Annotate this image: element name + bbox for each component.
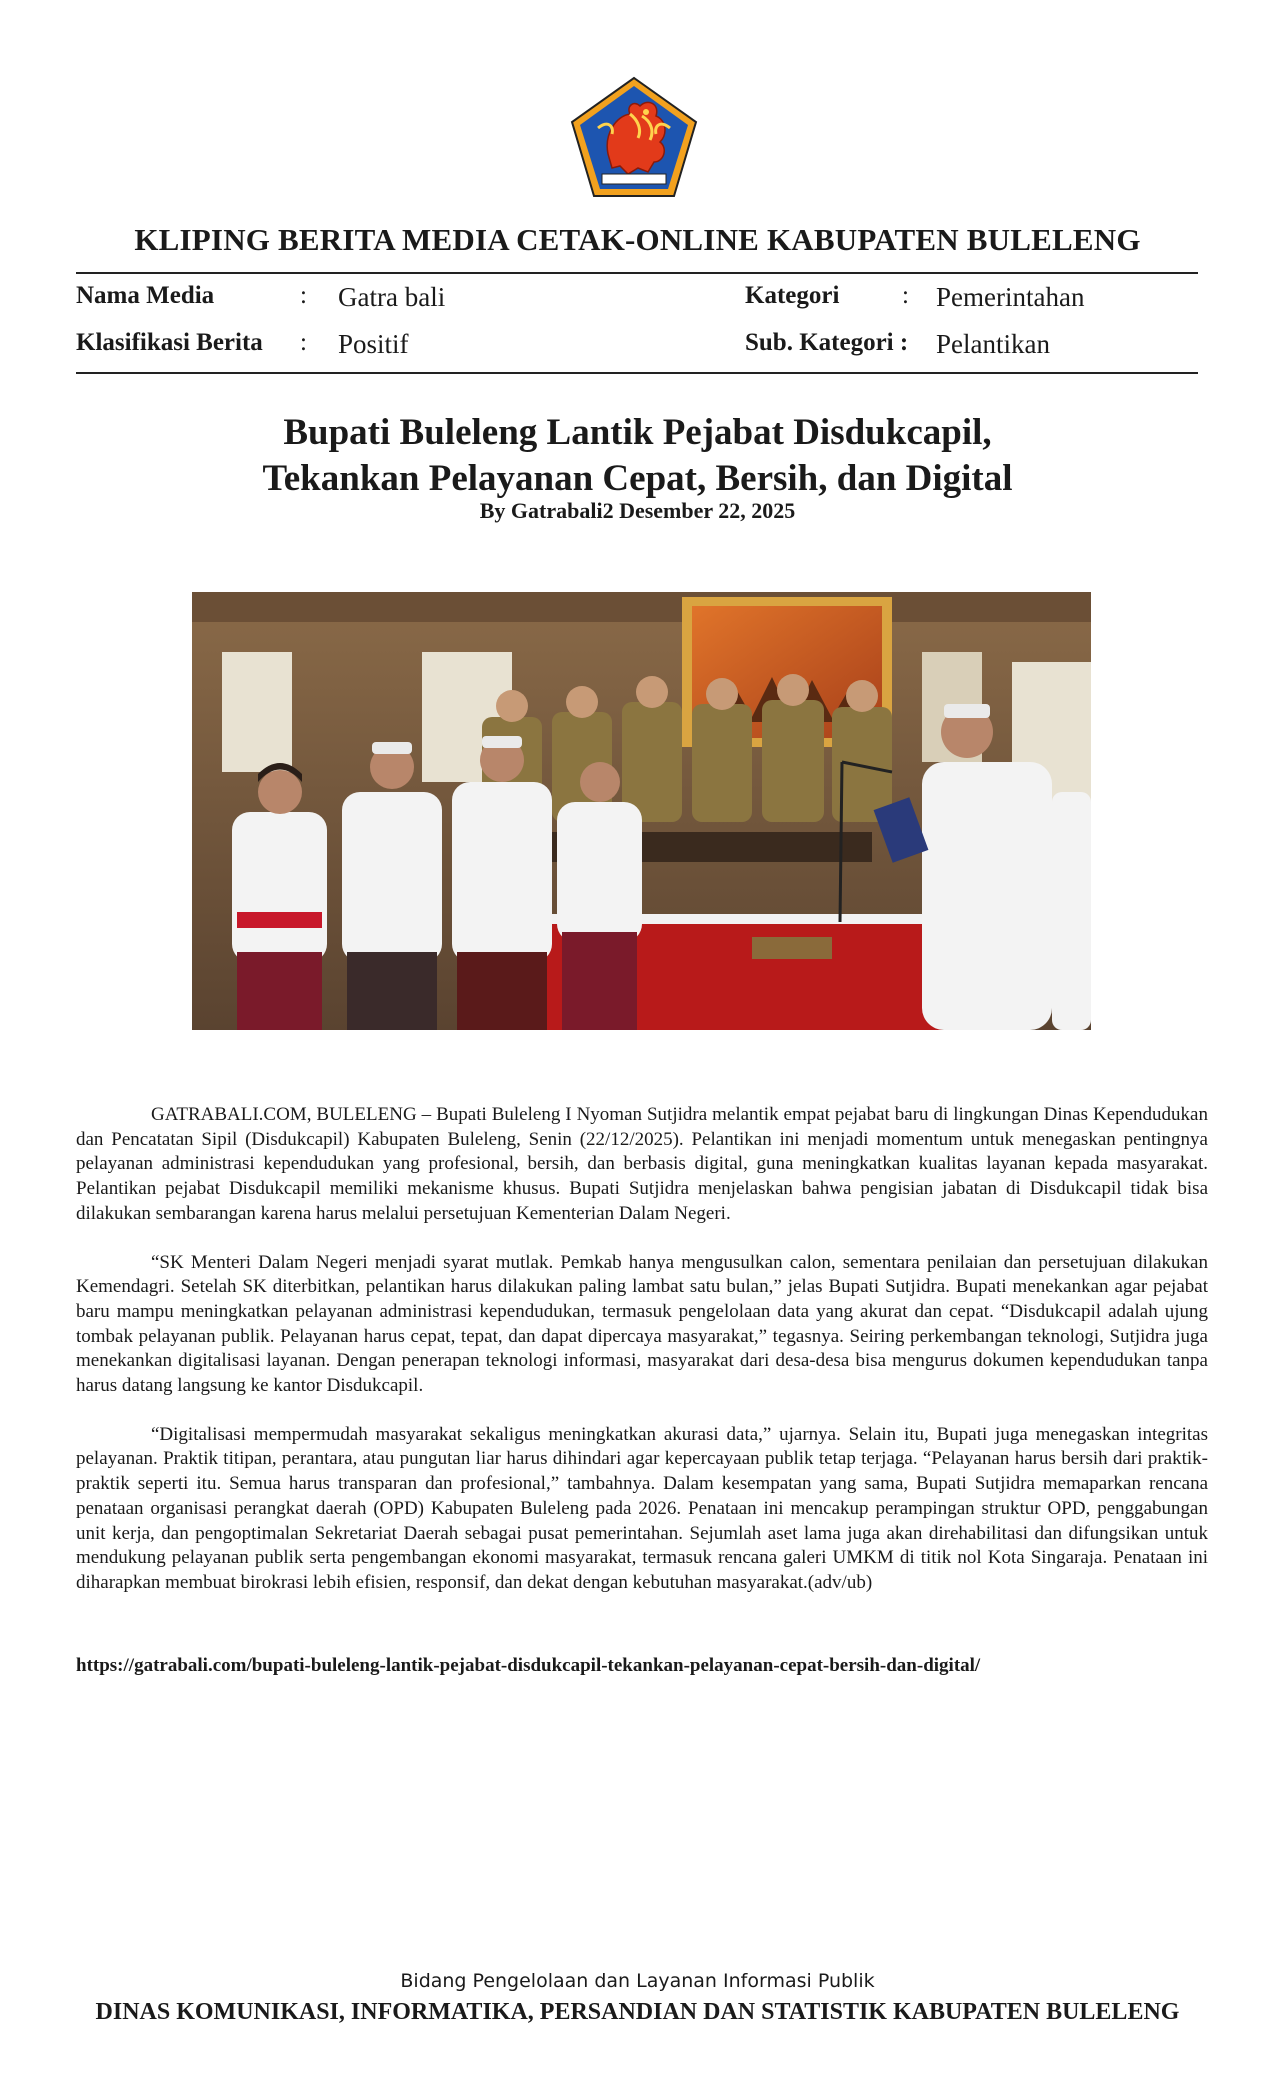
- meta-nama-media-value: Gatra bali: [338, 282, 446, 312]
- article-title-line-2: Tekankan Pelayanan Cepat, Bersih, dan Digital: [262, 458, 1013, 499]
- footer-department: Bidang Pengelolaan dan Layanan Informasi Publik: [400, 1970, 875, 1992]
- article-source-url: https://gatrabali.com/bupati-buleleng-lantik-pejabat-disdukcapil-tekankan-pelayanan-cepat-bersih-dan-digital/: [76, 1655, 981, 1676]
- meta-sub-kategori-value: Pelantikan: [936, 329, 1050, 359]
- header-bottom-rule: [76, 372, 1198, 374]
- article-paragraph-2: “SK Menteri Dalam Negeri menjadi syarat mutlak. Pemkab hanya mengusulkan calon, sementara penilaian dan persetujuan dilakukan Kemendagri. Setelah SK diterbitkan, pelantikan harus dilakukan paling lambat satu bulan,” jelas Bupati Sutjidra. Bupati menekankan agar pejabat baru mampu meningkatkan pelayanan administrasi kependudukan, termasuk pengelolaan data yang akurat dan cepat. “Disdukcapil adalah ujung tombak pelayanan publik. Pelayanan harus cepat, tepat, dan dapat dipercaya masyarakat,” tegasnya. Seiring perkembangan teknologi, Sutjidra juga menekankan digitalisasi layanan. Dengan penerapan teknologi informasi, masyarakat dari desa-desa bisa mengurus dokumen kependudukan tanpa harus datang langsung ke kantor Disdukcapil.: [76, 1251, 1208, 1397]
- buleleng-coat-of-arms-icon: [568, 76, 700, 200]
- meta-sub-kategori-label: Sub. Kategori :: [745, 329, 909, 356]
- meta-klasifikasi-label: Klasifikasi Berita: [76, 329, 263, 356]
- meta-colon: :: [300, 282, 307, 309]
- footer-agency: DINAS KOMUNIKASI, INFORMATIKA, PERSANDIAN DAN STATISTIK KABUPATEN BULELENG: [95, 1999, 1180, 2025]
- article-paragraph-1: GATRABALI.COM, BULELENG – Bupati Buleleng I Nyoman Sutjidra melantik empat pejabat baru di lingkungan Dinas Kependudukan dan Pencatatan Sipil (Disdukcapil) Kabupaten Buleleng, Senin (22/12/2025). Pelantikan ini menjadi momentum untuk menegaskan pentingnya pelayanan administrasi kependudukan yang profesional, bersih, dan berbasis digital, guna meningkatkan kualitas layanan kepada masyarakat. Pelantikan pejabat Disdukcapil memiliki mekanisme khusus. Bupati Sutjidra menjelaskan bahwa pengisian jabatan di Disdukcapil tidak bisa dilakukan sembarangan karena harus melalui persetujuan Kementerian Dalam Negeri.: [76, 1104, 1208, 1224]
- page-header-title: KLIPING BERITA MEDIA CETAK-ONLINE KABUPATEN BULELENG: [134, 222, 1141, 257]
- meta-kategori-label: Kategori: [745, 282, 840, 309]
- meta-klasifikasi-value: Positif: [338, 329, 409, 359]
- header-top-rule: [76, 272, 1198, 274]
- article-body: [76, 1103, 1208, 1620]
- meta-colon: :: [300, 329, 307, 356]
- article-title: [0, 410, 1275, 502]
- article-byline: By Gatrabali2 Desember 22, 2025: [479, 498, 796, 523]
- meta-colon: :: [902, 282, 909, 309]
- meta-kategori-value: Pemerintahan: [936, 282, 1085, 312]
- meta-nama-media-label: Nama Media: [76, 282, 215, 309]
- article-title-line-1: Bupati Buleleng Lantik Pejabat Disdukcapil,: [283, 412, 992, 453]
- inauguration-photo: [192, 592, 1091, 1030]
- article-paragraph-3: “Digitalisasi mempermudah masyarakat sekaligus meningkatkan akurasi data,” ujarnya. Selain itu, Bupati juga menegaskan integritas pelayanan. Praktik titipan, perantara, atau pungutan liar harus dihindari agar kepercayaan publik tetap terjaga. “Pelayanan harus bersih dari praktik-praktik seperti itu. Semua harus transparan dan profesional,” tambahnya. Dalam kesempatan yang sama, Bupati Sutjidra memaparkan rencana penataan organisasi perangkat daerah (OPD) Kabupaten Buleleng pada 2026. Penataan ini mencakup perampingan struktur OPD, penggabungan unit kerja, dan pengoptimalan Sekretariat Daerah sebagai pusat pemerintahan. Sejumlah aset lama juga akan direhabilitasi dan difungsikan untuk mendukung pelayanan publik serta pengembangan ekonomi masyarakat, termasuk rencana galeri UMKM di titik nol Kota Singaraja. Penataan ini diharapkan membuat birokrasi lebih efisien, responsif, dan dekat dengan kebutuhan masyarakat.(adv/ub): [76, 1423, 1208, 1593]
